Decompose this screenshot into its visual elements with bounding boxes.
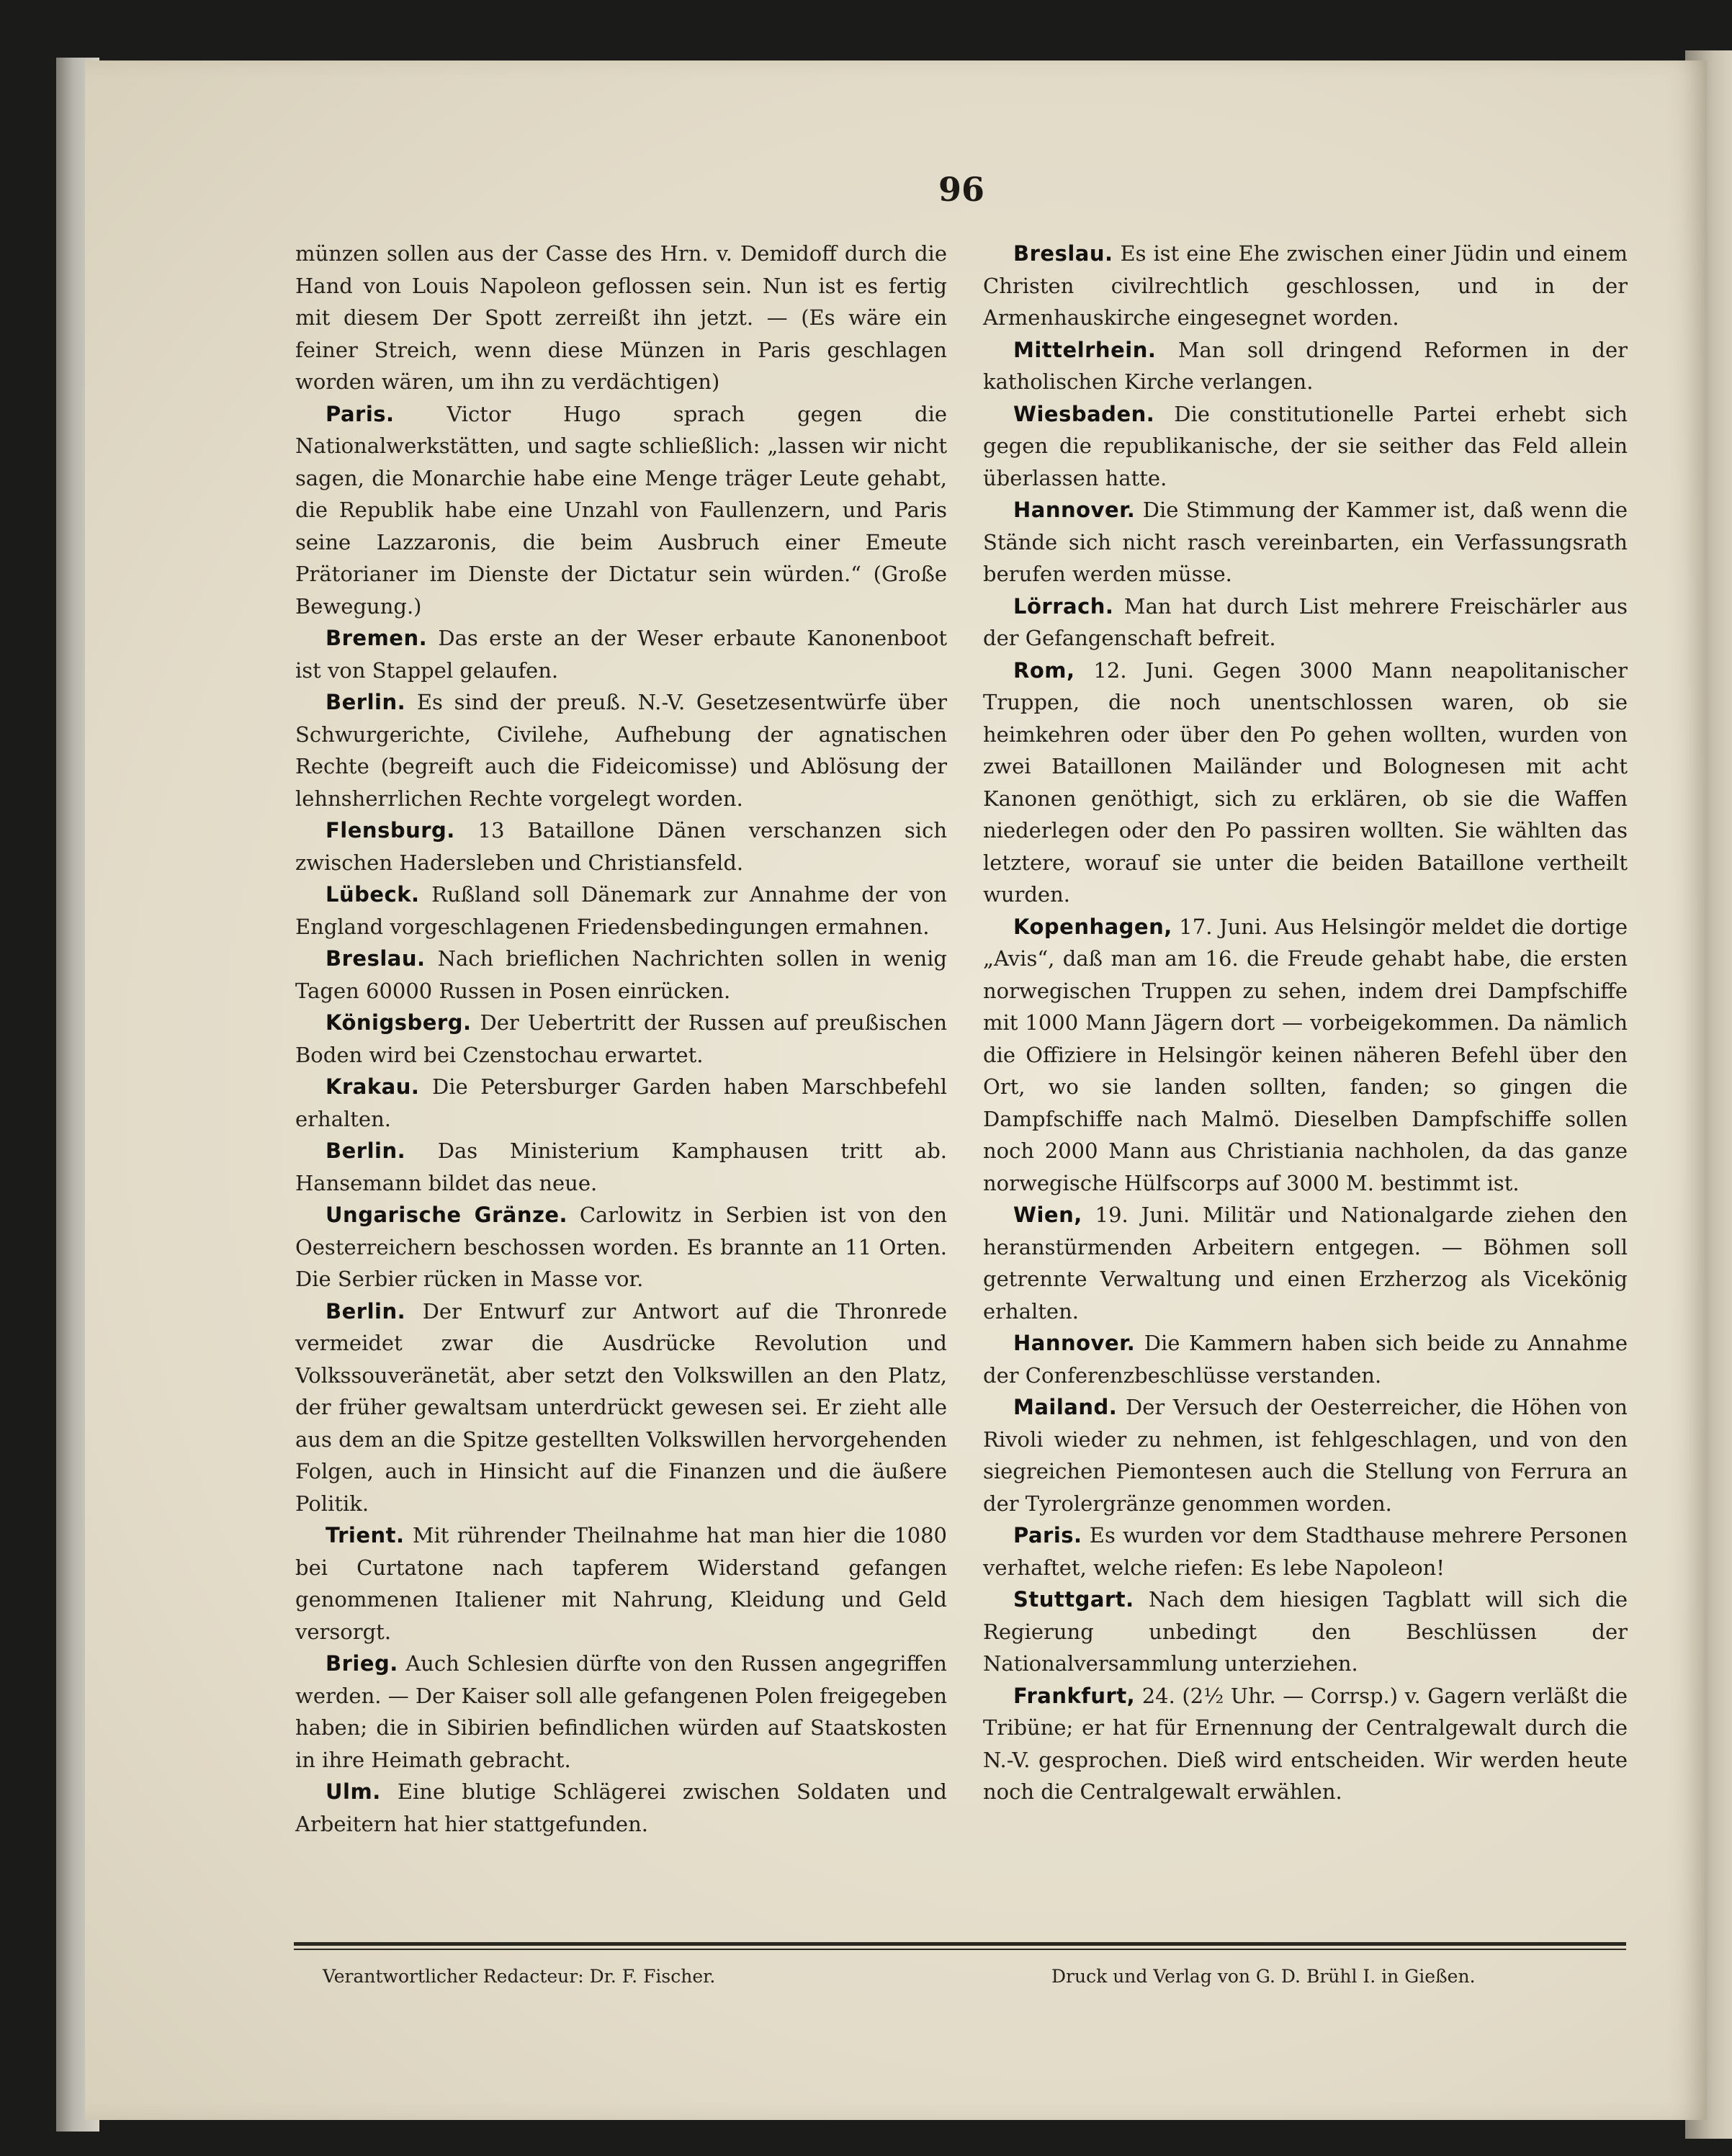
news-text: münzen sollen aus der Casse des Hrn. v. Demidoff durch die Hand von Louis Napoleon geflossen sein. Nun ist es fertig mit diesem Der Spott zerreißt ihn jetzt. — (Es wäre ein feiner Streich, wenn diese Münzen in Paris geschlagen worden wären, um ihn zu verdächtigen) — [295, 241, 947, 394]
editor-imprint: Verantwortlicher Redacteur: Dr. F. Fischer. — [323, 1966, 716, 1987]
news-item — [295, 879, 947, 943]
news-item — [983, 655, 1628, 911]
news-text: Der Entwurf zur Antwort auf die Thronrede vermeidet zwar die Ausdrücke Revolution und Volkssouveränetät, aber setzt den Volkswillen an den Platz, der früher gewaltsam unterdrückt gewesen sei. Er zieht alle aus dem an die Spitze gestellten Volkswillen hervorgehenden Folgen, auch in Hinsicht auf die Finanzen und die äußere Politik. — [295, 1298, 947, 1516]
news-text: Die Stimmung der Kammer ist, daß wenn die Stände sich nicht rasch vereinbarten, ein Verfassungsrath berufen werden müsse. — [983, 498, 1628, 586]
news-item — [295, 1776, 947, 1840]
news-item — [983, 1199, 1628, 1327]
news-text: Es sind der preuß. N.-V. Gesetzesentwürfe über Schwurgerichte, Civilehe, Aufhebung der agnatischen Rechte (begreift auch die Fideicomisse) und Ablösung der lehnsherrlichen Rechte vorgelegt worden. — [295, 690, 947, 811]
news-text: Die Petersburger Garden haben Marschbefehl erhalten. — [295, 1074, 947, 1131]
news-item — [295, 238, 947, 398]
news-place: Hannover. — [1013, 498, 1136, 522]
news-place: Trient. — [326, 1523, 405, 1548]
news-place: Ungarische Gränze. — [326, 1203, 568, 1227]
news-place: Mittelrhein. — [1013, 337, 1157, 362]
news-place: Ulm. — [326, 1779, 381, 1804]
news-place: Frankfurt, — [1013, 1683, 1136, 1708]
footer-divider — [294, 1942, 1626, 1946]
news-place: Berlin. — [326, 1298, 406, 1324]
news-text: 24. (2½ Uhr. — Corrsp.) v. Gagern verläßt die Tribüne; er hat für Ernennung der Centralgewalt durch die N.-V. gesprochen. Dieß wird entscheiden. Wir werden heute noch die Centralgewalt erwählen. — [983, 1683, 1628, 1804]
news-text: 12. Juni. Gegen 3000 Mann neapolitanischer Truppen, die noch unentschlossen waren, ob sie heimkehren oder über den Po gehen wollten, wurden von zwei Bataillonen Mailänder und Bolognesen mit acht Kanonen genöthigt, sich zu erklären, ob sie die Waffen niederlegen oder den Po passiren wollten. Sie wählten das letztere, worauf sie unter die beiden Bataillone vertheilt wurden. — [983, 657, 1628, 907]
news-place: Rom, — [1013, 657, 1075, 683]
news-text: Auch Schlesien dürfte von den Russen angegriffen werden. — Der Kaiser soll alle gefangenen Polen freigegeben haben; die in Sibirien befindlichen würden auf Staatskosten in ihre Heimath gebracht. — [295, 1651, 947, 1772]
news-item — [983, 398, 1628, 495]
news-item — [295, 1199, 947, 1295]
news-item — [295, 1007, 947, 1071]
news-item — [983, 590, 1628, 655]
news-text: Eine blutige Schlägerei zwischen Soldaten und Arbeitern hat hier stattgefunden. — [295, 1779, 947, 1836]
news-text: 19. Juni. Militär und Nationalgarde ziehen den heranstürmenden Arbeitern entgegen. — Böhmen soll getrennte Verwaltung und einen Erzherzog als Vicekönig erhalten. — [983, 1203, 1628, 1324]
news-text: Der Versuch der Oesterreicher, die Höhen von Rivoli wieder zu nehmen, ist fehlgeschlagen, und von den siegreichen Piemontesen auch die Stellung von Ferrura an der Tyrolergränze genommen worden. — [983, 1395, 1628, 1516]
news-item — [983, 911, 1628, 1200]
news-place: Lörrach. — [1013, 593, 1114, 619]
news-item — [295, 1135, 947, 1199]
news-place: Berlin. — [326, 1138, 406, 1163]
news-place: Paris. — [326, 401, 395, 426]
news-place: Flensburg. — [326, 818, 455, 843]
news-item — [983, 494, 1628, 590]
news-item — [295, 814, 947, 879]
news-place: Kopenhagen, — [1013, 914, 1172, 939]
news-text: Man soll dringend Reformen in der katholischen Kirche verlangen. — [983, 337, 1628, 394]
news-place: Wien, — [1013, 1203, 1082, 1227]
news-place: Krakau. — [326, 1074, 420, 1099]
right-column — [983, 238, 1628, 1808]
news-text: 13 Bataillone Dänen verschanzen sich zwischen Hadersleben und Christiansfeld. — [295, 818, 947, 875]
news-place: Wiesbaden. — [1013, 401, 1155, 426]
news-text: Es ist eine Ehe zwischen einer Jüdin und einem Christen civilrechtlich geschlossen, und in der Armenhauskirche eingesegnet worden. — [983, 241, 1628, 330]
news-place: Bremen. — [326, 626, 428, 650]
news-text: Nach brieflichen Nachrichten sollen in wenig Tagen 60000 Russen in Posen einrücken. — [295, 946, 947, 1003]
news-text: Der Uebertritt der Russen auf preußischen Boden wird bei Czenstochau erwartet. — [295, 1010, 947, 1067]
news-text: Nach dem hiesigen Tagblatt will sich die Regierung unbedingt den Beschlüssen der Nationalversammlung unterziehen. — [983, 1587, 1628, 1676]
footer-divider-thin — [294, 1949, 1626, 1950]
news-place: Brieg. — [326, 1651, 398, 1676]
news-text: 17. Juni. Aus Helsingör meldet die dortige „Avis“, daß man am 16. die Freude gehabt habe, die ersten norwegischen Truppen zu sehen, indem drei Dampfschiffe mit 1000 Mann Jägern dort — vorbeigekommen. Da nämlich die Offiziere in Helsingör keinen näheren Befehl über den Ort, wo sie landen sollten, fanden; so gingen die Dampfschiffe nach Malmö. Dieselben Dampfschiffe sollen noch 2000 Mann aus Christiania nachholen, da das ganze norwegische Hülfscorps auf 3000 M. bestimmt ist. — [983, 914, 1628, 1195]
news-place: Stuttgart. — [1013, 1587, 1134, 1612]
page-number: 96 — [938, 170, 984, 209]
news-item — [295, 622, 947, 686]
news-place: Lübeck. — [326, 882, 420, 907]
news-place: Breslau. — [326, 946, 426, 971]
news-text: Mit rührender Theilnahme hat man hier die 1080 bei Curtatone nach tapferem Widerstand gefangen genommenen Italiener mit Nahrung, Kleidung und Geld versorgt. — [295, 1523, 947, 1644]
news-text: Die Kammern haben sich beide zu Annahme der Conferenzbeschlüsse verstanden. — [983, 1331, 1628, 1388]
news-text: Es wurden vor dem Stadthause mehrere Personen verhaftet, welche riefen: Es lebe Napoleon! — [983, 1523, 1628, 1580]
news-item — [295, 1071, 947, 1135]
news-item — [983, 1584, 1628, 1680]
left-column — [295, 238, 947, 1840]
news-place: Breslau. — [1013, 241, 1113, 266]
news-text: Victor Hugo sprach gegen die Nationalwerkstätten, und sagte schließlich: „lassen wir nicht sagen, die Monarchie habe eine Menge träger Leute gehabt, die Republik habe eine Unzahl von Faullenzern, und Paris seine Lazzaronis, die beim Ausbruch einer Emeute Prätorianer im Dienste der Dictatur sein würden.“ (Große Bewegung.) — [295, 401, 947, 619]
printer-imprint: Druck und Verlag von G. D. Brühl I. in Gießen. — [1051, 1966, 1476, 1987]
news-place: Königsberg. — [326, 1010, 472, 1035]
news-item — [295, 1519, 947, 1648]
news-text: Rußland soll Dänemark zur Annahme der von England vorgeschlagenen Friedensbedingungen ermahnen. — [295, 882, 947, 939]
news-text: Man hat durch List mehrere Freischärler aus der Gefangenschaft befreit. — [983, 593, 1628, 650]
news-place: Berlin. — [326, 690, 406, 714]
news-item — [295, 686, 947, 814]
news-item — [983, 334, 1628, 398]
news-text: Das Ministerium Kamphausen tritt ab. Hansemann bildet das neue. — [295, 1138, 947, 1195]
news-text: Carlowitz in Serbien ist von den Oesterreichern beschossen worden. Es brannte an 11 Orten. Die Serbier rücken in Masse vor. — [295, 1203, 948, 1291]
news-item — [983, 1391, 1628, 1519]
news-place: Mailand. — [1013, 1395, 1118, 1419]
news-place: Hannover. — [1013, 1331, 1136, 1355]
news-item — [295, 1648, 947, 1776]
news-text: Die constitutionelle Partei erhebt sich gegen die republikanische, der sie seither das Feld allein überlassen hatte. — [983, 401, 1628, 490]
news-item — [983, 1680, 1628, 1808]
news-item — [983, 1519, 1628, 1584]
news-item — [983, 238, 1628, 334]
news-item — [295, 398, 947, 623]
news-item — [295, 943, 947, 1007]
news-item — [983, 1327, 1628, 1391]
news-item — [295, 1295, 947, 1520]
news-text: Das erste an der Weser erbaute Kanonenboot ist von Stappel gelaufen. — [295, 626, 947, 683]
news-place: Paris. — [1013, 1523, 1082, 1548]
